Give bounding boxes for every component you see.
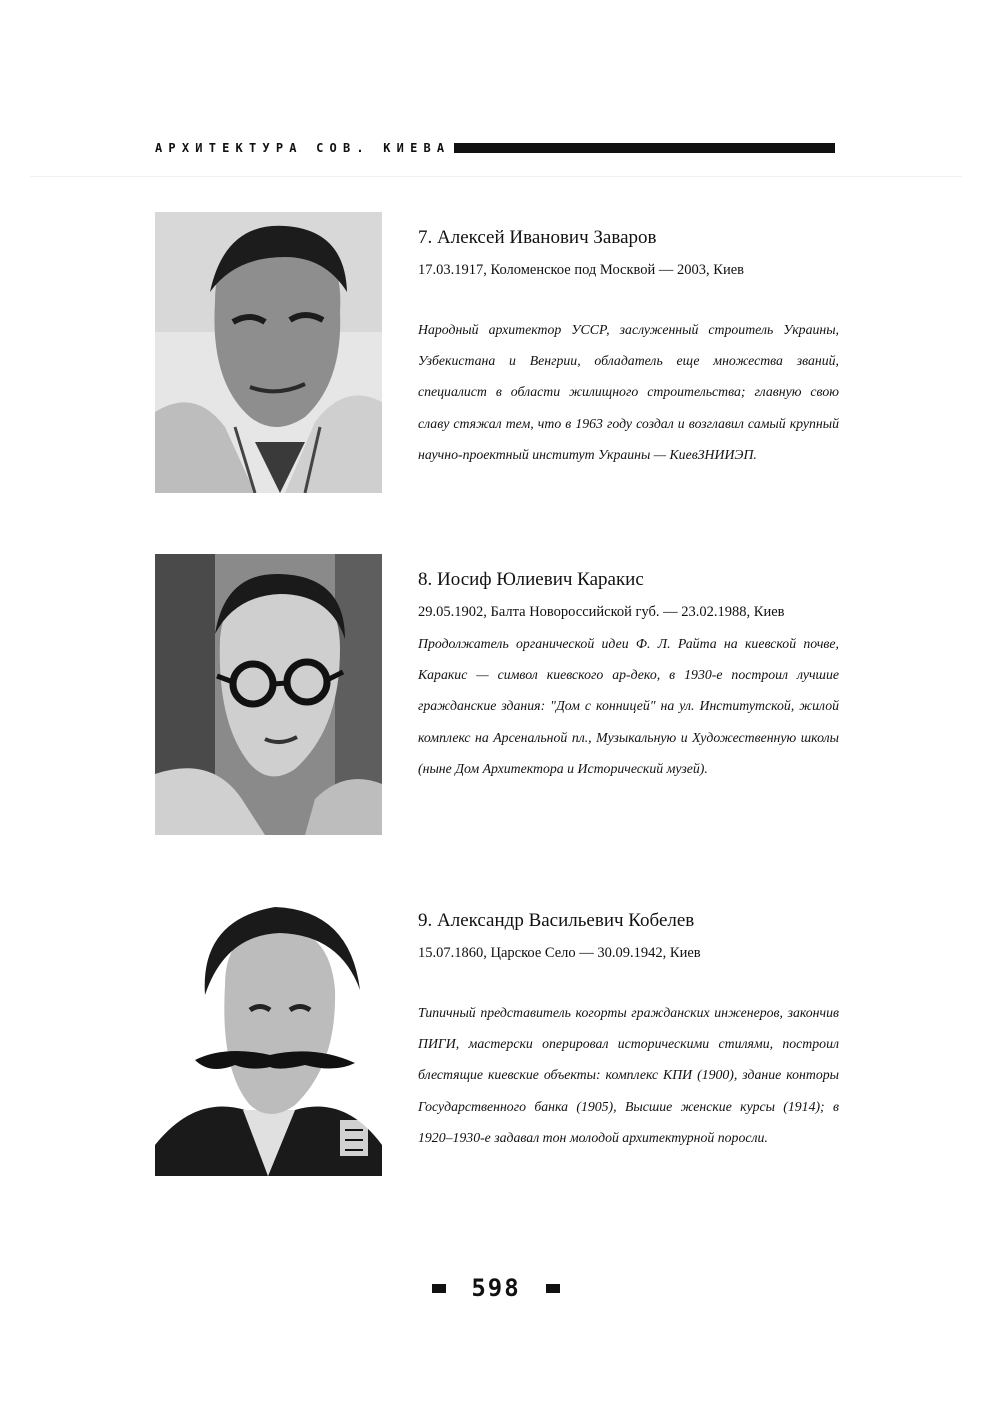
portrait-photo bbox=[155, 895, 382, 1176]
biography-text: Продолжатель органической идеи Ф. Л. Райта на киевской почве, Каракис — символ киевского ар-деко, в 1930-е построил лучшие гражданские здания: "Дом с конницей" на ул. Институтской, жилой комплекс на Арсенальной пл., Музыкальную и Художественную школы (ныне Дом Архитектора и Исторический музей). bbox=[418, 636, 839, 776]
person-name: 8. Иосиф Юлиевич Каракис bbox=[418, 569, 644, 590]
page-number-dash-right bbox=[546, 1284, 560, 1293]
page-number: 598 bbox=[471, 1274, 521, 1302]
page-number-footer bbox=[432, 1275, 560, 1301]
running-header-title: АРХИТЕКТУРА СОВ. КИЕВА bbox=[155, 141, 451, 155]
portrait-image bbox=[155, 212, 382, 493]
page-number-dash-left bbox=[432, 1284, 446, 1293]
life-dates: 17.03.1917, Коломенское под Москвой — 2003, Киев bbox=[418, 262, 745, 278]
header-rule-bar bbox=[454, 143, 835, 153]
life-dates: 29.05.1902, Балта Новороссийской губ. — 23.02.1988, Киев bbox=[418, 604, 785, 620]
entry-text bbox=[418, 568, 839, 784]
portrait-photo bbox=[155, 554, 382, 835]
person-name: 9. Александр Васильевич Кобелев bbox=[418, 910, 695, 931]
biography-text: Народный архитектор УССР, заслуженный строитель Украины, Узбекистана и Венгрии, обладатель еще множества званий, специалист в области жилищного строительства; главную свою славу стяжал тем, что в 1963 году создал и возглавил самый крупный научно-проектный институт Украины — КиевЗНИИЭП. bbox=[418, 322, 839, 462]
entry-text bbox=[418, 909, 839, 1153]
running-header bbox=[155, 138, 835, 158]
portrait-image bbox=[155, 554, 382, 835]
person-name: 7. Алексей Иванович Заваров bbox=[418, 227, 657, 248]
portrait-photo bbox=[155, 212, 382, 493]
page-divider bbox=[30, 176, 962, 177]
life-dates: 15.07.1860, Царское Село — 30.09.1942, Киев bbox=[418, 945, 701, 961]
biography-text: Типичный представитель когорты гражданских инженеров, закончив ПИГИ, мастерски оперировал историческими стилями, построил блестящие киевские объекты: комплекс КПИ (1900), здание конторы Государственного банка (1905), Высшие женские курсы (1914); в 1920–1930-е задавал тон молодой архитектурной поросли. bbox=[418, 1005, 839, 1145]
entry-text bbox=[418, 226, 839, 470]
portrait-image bbox=[155, 895, 382, 1176]
